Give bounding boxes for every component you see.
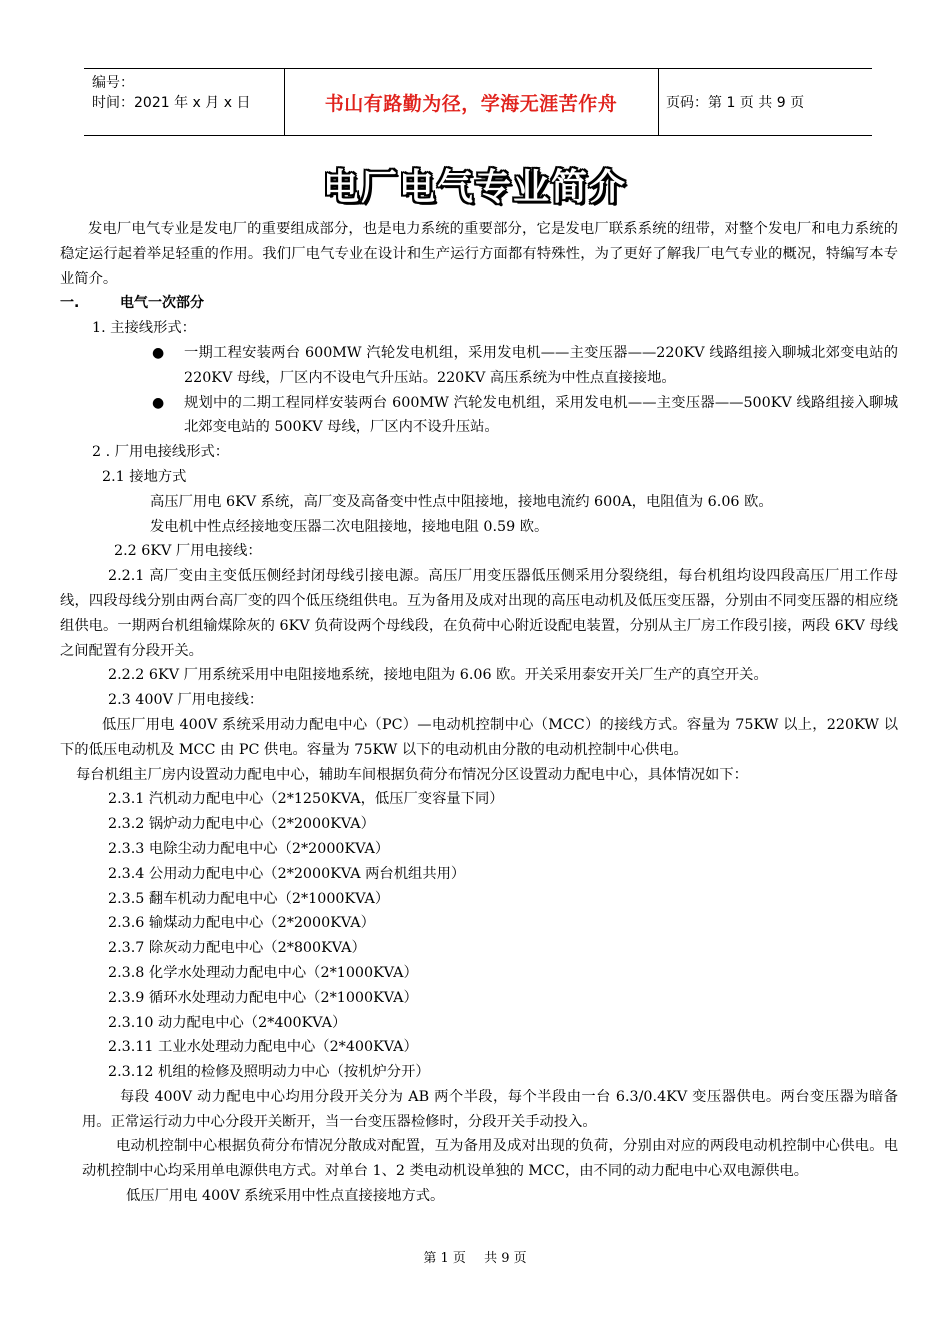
paragraph: 2.2.1 高厂变由主变低压侧经封闭母线引接电源。高压厂用变压器低压侧采用分裂绕组，每台机组均设四段高压厂用工作母线，四段母线分别由两台高厂变的四个低压绕组供电。互为备用及成对出现的高压电动机及低压变压器，分别由不同变压器的相应绕组供电。一期两台机组输煤除灰的 6KV 负荷设两个母线段，在负荷中心附近设配电装置，分别从主厂房工作段引接，两段 6KV 母线之间配置有分段开关。: [60, 568, 898, 659]
bullet-icon: ●: [152, 394, 165, 411]
list-item: 2.3.11 工业水处理动力配电中心（2*400KVA）: [108, 1039, 418, 1056]
subsection-heading: 2 . 厂用电接线形式：: [92, 444, 230, 461]
footer-total: 共 9 页: [484, 1251, 527, 1266]
footer-page: 第 1 页: [423, 1251, 466, 1266]
page-footer: [0, 1247, 950, 1266]
paragraph: 电动机控制中心根据负荷分布情况分散成对配置，互为备用及成对出现的负荷，分别由对应的两段电动机控制中心供电。电动机控制中心均采用单电源供电方式。对单台 1、2 类电动机设单独的 MCC，由不同的动力配电中心双电源供电。: [82, 1138, 898, 1180]
list-item: 2.3.3 电除尘动力配电中心（2*2000KVA）: [108, 840, 390, 857]
document-body: [60, 217, 898, 1209]
subsection-heading: 2.2 6KV 厂用电接线：: [114, 543, 262, 560]
paragraph: 2.2.2 6KV 厂用系统采用中电阻接地系统，接地电阻为 6.06 欧。开关采用泰安开关厂生产的真空开关。: [108, 667, 768, 684]
list-item: 2.3.12 机组的检修及照明动力中心（按机炉分开）: [108, 1064, 430, 1081]
section-title: 电气一次部分: [120, 295, 204, 312]
list-item: 2.3.7 除灰动力配电中心（2*800KVA）: [108, 940, 366, 957]
list-item: 2.3.8 化学水处理动力配电中心（2*1000KVA）: [108, 964, 418, 981]
list-item: 2.3.2 锅炉动力配电中心（2*2000KVA）: [108, 816, 375, 833]
header-time: 时间：2021 年 x 月 x 日: [92, 95, 251, 111]
document-header: [84, 68, 872, 136]
list-item: 2.3.9 循环水处理动力配电中心（2*1000KVA）: [108, 989, 418, 1006]
bullet-item: [60, 391, 898, 441]
text-line: 发电机中性点经接地变压器二次电阻接地，接地电阻 0.59 欧。: [150, 518, 549, 535]
intro-paragraph: 发电厂电气专业是发电厂的重要组成部分，也是电力系统的重要部分，它是发电厂联系系统的纽带，对整个发电厂和电力系统的稳定运行起着举足轻重的作用。我们厂电气专业在设计和生产运行方面都有特殊性，为了更好了解我厂电气专业的概况，特编写本专业简介。: [60, 221, 898, 287]
header-page-number: 页码：第 1 页 共 9 页: [666, 95, 805, 111]
paragraph: 低压厂用电 400V 系统采用中性点直接接地方式。: [126, 1188, 445, 1205]
paragraph: 每台机组主厂房内设置动力配电中心，辅助车间根据负荷分布情况分区设置动力配电中心，具体情况如下：: [76, 766, 748, 783]
pc-list: [60, 787, 898, 1085]
bullet-icon: ●: [152, 344, 165, 361]
list-item: 2.3.10 动力配电中心（2*400KVA）: [108, 1014, 347, 1031]
bullet-text: 规划中的二期工程同样安装两台 600MW 汽轮发电机组，采用发电机——主变压器——500KV 线路组接入聊城北郊变电站的 500KV 母线，厂区内不设升压站。: [184, 394, 898, 436]
subsection-heading: 2.3 400V 厂用电接线：: [108, 692, 264, 709]
section-heading: [60, 291, 898, 316]
header-number: 编号：: [92, 75, 134, 91]
section-number: 一.: [60, 295, 80, 312]
paragraph: 低压厂用电 400V 系统采用动力配电中心（PC）—电动机控制中心（MCC）的接线方式。容量为 75KW 以上，220KW 以下的低压电动机及 MCC 由 PC 供电。容量为 75KW 以下的电动机由分散的电动机控制中心供电。: [60, 716, 898, 758]
header-divider: [284, 69, 285, 135]
bullet-item: [60, 341, 898, 391]
page-title: 电厂电气专业简介: [322, 167, 627, 208]
text-line: 高压厂用电 6KV 系统，高厂变及高备变中性点中阻接地，接地电流约 600A，电阻值为 6.06 欧。: [150, 493, 773, 510]
header-motto: 书山有路勤为径，学海无涯苦作舟: [324, 92, 618, 115]
subsection-heading: 2.1 接地方式: [102, 468, 187, 485]
header-info: [92, 73, 284, 113]
bullet-text: 一期工程安装两台 600MW 汽轮发电机组，采用发电机——主变压器——220KV 线路组接入聊城北郊变电站的 220KV 母线，厂区内不设电气升压站。220KV 高压系统为中性点直接接地。: [184, 344, 898, 386]
list-item: 2.3.1 汽机动力配电中心（2*1250KVA，低压厂变容量下同）: [108, 791, 504, 808]
list-item: 2.3.6 输煤动力配电中心（2*2000KVA）: [108, 915, 375, 932]
list-item: 2.3.4 公用动力配电中心（2*2000KVA 两台机组共用）: [108, 865, 466, 882]
header-divider: [658, 69, 659, 135]
list-item: 2.3.5 翻车机动力配电中心（2*1000KVA）: [108, 890, 390, 907]
subsection-heading: 1. 主接线形式：: [92, 320, 196, 337]
paragraph: 每段 400V 动力配电中心均用分段开关分为 AB 两个半段，每个半段由一台 6.3/0.4KV 变压器供电。两台变压器为暗备用。正常运行动力中心分段开关断开，当一台变压器检修时，分段开关手动投入。: [82, 1088, 898, 1130]
